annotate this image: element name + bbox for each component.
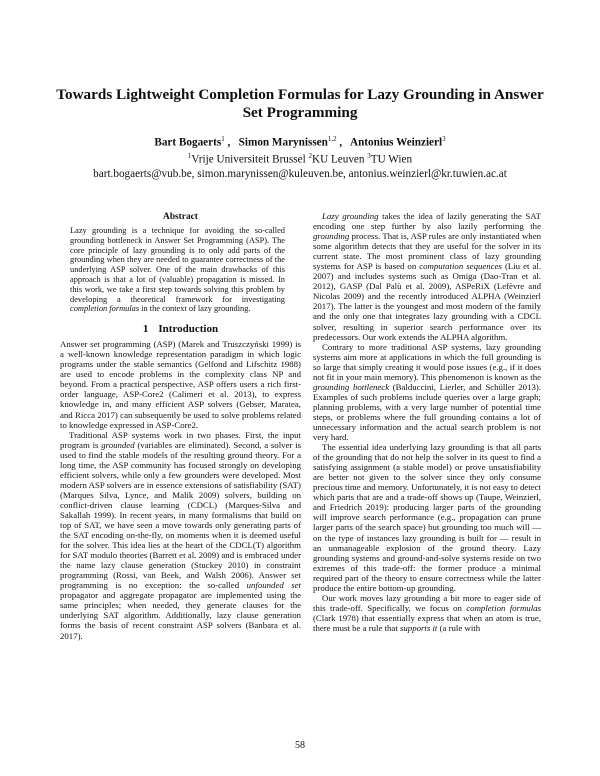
section-title: Introduction bbox=[158, 323, 219, 336]
author-affil-mark: 1 bbox=[221, 135, 225, 143]
section-heading-introduction bbox=[60, 323, 301, 336]
affiliation: KU Leuven bbox=[311, 153, 368, 166]
author-name: Antonius Weinzierl bbox=[350, 136, 443, 149]
author-emails: bart.bogaerts@vub.be, simon.marynissen@kuleuven.be, antonius.weinzierl@kr.tuwien.ac.at bbox=[93, 168, 507, 180]
left-column bbox=[60, 211, 301, 641]
body-paragraph: Lazy grounding takes the idea of lazily generating the SAT encoding one step further by also lazily performing the grounding process. That is, ASP rules are only instantiated when some algorithm detects that they are useful for the solver in its current state. The most prominent class of lazy grounding systems for ASP is based on computation sequences (Liu et al. 2007) and includes systems such as Omiga (Dao-Tran et al. 2012), GASP (Dal Palù et al. 2009), ASPeRiX (Lefèvre and Nicolas 2009) and the recently introduced ALPHA (Weinzierl 2017). The latter is the youngest and most modern of the family and the only one that integrates lazy grounding with a CDCL solver, resulting in superior search performance over its predecessors. Our work extends the ALPHA algorithm. bbox=[313, 211, 542, 342]
author-list: Bart Bogaerts$^1$ , Simon Marynissen$^{1,2}$ , Antonius Weinzierl$^3$ bbox=[154, 135, 446, 149]
intro-paragraph: Answer set programming (ASP) (Marek and Truszczyński 1999) is a well-known knowledge representation paradigm in which logic programs under the stable semantics (Gelfond and Lifschitz 1988) are used to encode problems in the complexity class NP and beyond. From a practical perspective, ASP offers users a rich first-order language, ASP-Core2 (Calimeri et al. 2013), to express knowledge in, and many efficient ASP solvers (Gebser, Maratea, and Ricca 2017) can subsequently be used to solve problems related to knowledge expressed in ASP-Core2. bbox=[60, 339, 301, 430]
body-paragraph: Our work moves lazy grounding a bit more to eager side of this trade-off. Specifically, we focus on completion formulas (Clark 1978) that essentially express that when an atom is true, there must be a rule that supports it (a rule with bbox=[313, 592, 541, 633]
body-paragraph: Contrary to more traditional ASP systems, lazy grounding systems aim more at applications in which the full grounding is so large that simply creating it would pose issues (e.g., if it does not fit in your main memory). This phenomenon is known as the grounding bottleneck (Balduccini, Lierler, and Schüller 2013). Examples of such problems include queries over a large graph; planning problems, with a very large number of potential time steps, or problems where the full grounding contains a lot of unnecessary information and the actual search problem is not very hard. bbox=[313, 341, 541, 443]
author-name: Simon Marynissen bbox=[238, 136, 328, 149]
affiliations: $^1$Vrije Universiteit Brussel $^2$KU Leuven $^3$TU Wien bbox=[187, 152, 413, 166]
author-affil-mark: 1,2 bbox=[327, 135, 337, 143]
right-column bbox=[313, 211, 541, 633]
abstract-heading: Abstract bbox=[163, 212, 198, 222]
affiliation: TU Wien bbox=[370, 153, 413, 166]
affiliation: Vrije Universiteit Brussel bbox=[191, 153, 309, 166]
page-number: 58 bbox=[295, 740, 305, 751]
author-name: Bart Bogaerts bbox=[154, 136, 222, 149]
author-affil-mark: 3 bbox=[442, 135, 446, 143]
paper-title: Towards Lightweight Completion Formulas for Lazy Grounding in Answer Set Programming bbox=[56, 86, 544, 121]
abstract-text: Lazy grounding is a technique for avoiding the so-called grounding bottleneck in Answer Set Programming (ASP). The core principle of lazy grounding is to only add parts of the grounding when they are needed to guarantee correctness of the underlying ASP solver. One of the main drawbacks of this approach is that a lot of (valuable) propagation is missed. In this work, we take a first step towards solving this problem by developing a theoretical framework for investigating completion formulas in the context of lazy grounding. bbox=[70, 226, 285, 314]
intro-paragraph: Traditional ASP systems work in two phases. First, the input program is grounded (variables are eliminated). Second, a solver is used to find the stable models of the resulting ground theory. For a long time, the ASP community has focused strongly on developing efficient solvers, while only a few grounders were developed. Most modern ASP solvers are in essence extensions of satisfiability (SAT) (Marques Silva, Lynce, and Malik 2009) solvers, building on conflict-driven clause learning (CDCL) (Marques-Silva and Sakallah 1999). In recent years, in many formalisms that build on top of SAT, we have seen a move towards only generating parts of the SAT encoding on-the-fly, on moments when it is deemed useful for the solver. This idea lies at the heart of the CDCL(T) algorithm for SAT modulo theories (Barrett et al. 2009) and is embraced under the name lazy clause generation (Stuckey 2010) in constraint programming (Rossi, van Beek, and Walsh 2006). Answer set programming is no exception: the so-called unfounded set propagator and aggregate propagator are implemented using the same principles; when needed, they generate clauses for the underlying SAT algorithm. Additionally, lazy clause generation forms the basis of recent constraint ASP solvers (Banbara et al. 2017). bbox=[60, 429, 302, 641]
section-number: 1 bbox=[142, 323, 149, 336]
body-paragraph: The essential idea underlying lazy grounding is that all parts of the grounding that do not help the solver in its quest to find a satisfying assignment (a stable model) or prove unsatisfiability are better not given to the solver since they only consume precious time and memory. Unfortunately, it is not easy to detect which parts that are and a trade-off shows up (Taupe, Weinzierl, and Friedrich 2019): producing larger parts of the grounding will improve search performance (e.g., propagation can prune larger parts of the search space) but grounding too much will — on the type of instances lazy grounding is built for — result in an unmanageable explosion of the ground theory. Lazy grounding systems and ground-and-solve systems reside on two extremes of this trade-off: the former produce a minimal required part of the theory to ensure correctness while the latter produce the entire bottom-up grounding. bbox=[313, 442, 541, 593]
